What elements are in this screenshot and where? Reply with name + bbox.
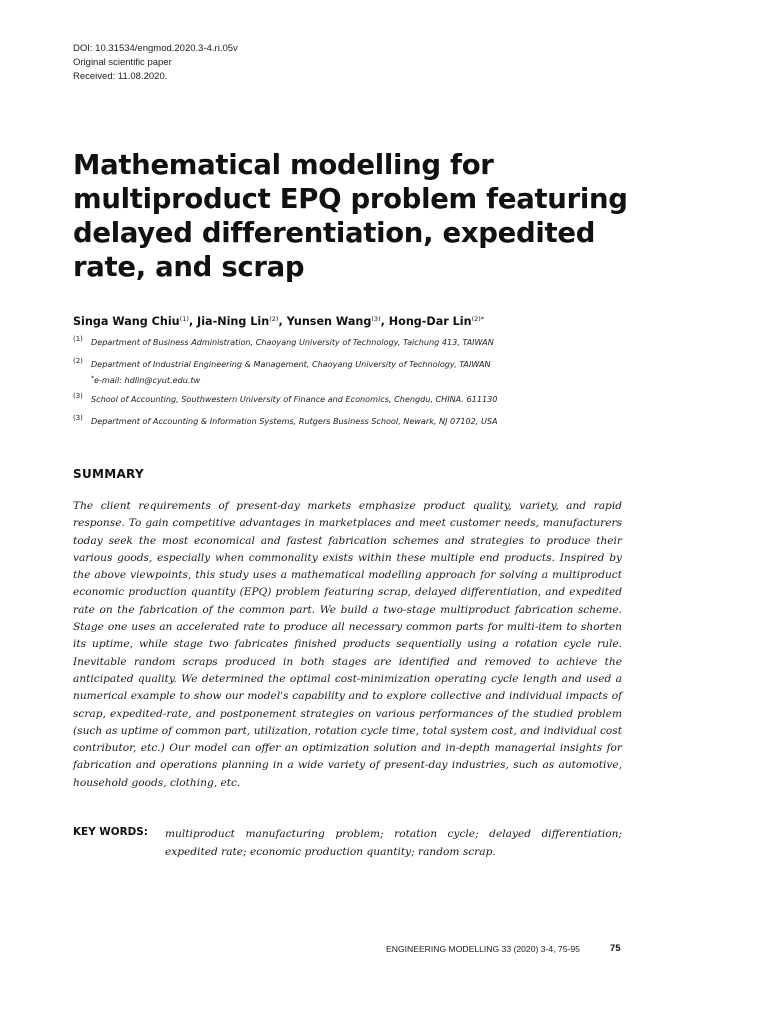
affiliation-item	[73, 393, 633, 405]
affiliation-number: (3)	[73, 414, 83, 422]
author-separator: ,	[188, 315, 198, 328]
author-separator: ,	[278, 315, 287, 328]
author-affiliation-mark: (2)	[269, 315, 279, 323]
corresponding-email	[73, 373, 633, 386]
received-date: Received: 11.08.2020.	[73, 71, 168, 82]
paper-title: Mathematical modelling for multiproduct EPQ problem featuring delayed differentiation, expedited rate, and scrap	[73, 149, 628, 283]
doi: DOI: 10.31534/engmod.2020.3-4.ri.05v	[73, 43, 238, 54]
author-name: Hong-Dar Lin	[388, 315, 472, 328]
author-affiliation-mark: (1)	[179, 315, 189, 323]
author-name: Yunsen Wang	[286, 315, 372, 328]
article-metadata	[73, 42, 238, 84]
affiliation-text: Department of Industrial Engineering & Management, Chaoyang University of Technology, TAIWAN	[91, 359, 491, 369]
affiliation-item	[73, 336, 633, 348]
journal-footer: ENGINEERING MODELLING 33 (2020) 3-4, 75-95	[386, 944, 580, 954]
paper-type: Original scientific paper	[73, 57, 172, 68]
affiliation-text: Department of Business Administration, Chaoyang University of Technology, Taichung 413, TAIWAN	[91, 337, 494, 347]
affiliation-number: (2)	[73, 357, 83, 365]
affiliation-text: Department of Accounting & Information Systems, Rutgers Business School, Newark, NJ 07102, USA	[91, 416, 498, 426]
affiliation-number: (1)	[73, 335, 83, 343]
author-affiliation-mark: (2)*	[471, 315, 485, 323]
corresponding-star: *	[91, 375, 94, 382]
keywords-text: multiproduct manufacturing problem; rotation cycle; delayed differentiation; expedited rate; economic production quantity; random scrap.	[165, 828, 622, 858]
author-affiliation-mark: (3)	[371, 315, 381, 323]
email-text: e-mail: hdlin@cyut.edu.tw	[94, 375, 201, 385]
affiliation-text: School of Accounting, Southwestern University of Finance and Economics, Chengdu, CHINA. 611130	[91, 394, 498, 404]
affiliation-item	[73, 415, 633, 427]
author-separator: ,	[380, 315, 389, 328]
affiliation-item	[73, 358, 633, 370]
summary-heading: SUMMARY	[73, 467, 144, 481]
summary-text: The client requirements of present-day markets emphasize product quality, variety, and rapid response. To gain competitive advantages in marketplaces and meet customer needs, manufacturers today seek the most economical and fastest fabrication schemes and strategies to produce their various goods, especially when commonality exists within these multiple end products. Inspired by the above viewpoints, this study uses a mathematical modelling approach for solving a multiproduct economic production quantity (EPQ) problem featuring scrap, delayed differentiation, and expedited rate on the fabrication of the common part. We build a two-stage multiproduct fabrication scheme. Stage one uses an accelerated rate to produce all necessary common parts for multi-item to shorten its uptime, while stage two fabricates finished products sequentially using a rotation cycle rule. Inevitable random scraps produced in both stages are identified and removed to achieve the anticipated quality. We determined the optimal cost-minimization operating cycle length and used a numerical example to show our model's capability and to explore collective and individual impacts of scrap, expedited-rate, and postponement strategies on various performances of the studied problem (such as uptime of common part, utilization, rotation cycle time, total system cost, and individual cost contributor, etc.) Our model can offer an optimization solution and in-depth managerial insights for fabrication and operations planning in a wide variety of present-day industries, such as automotive, household goods, clothing, etc.	[73, 500, 622, 789]
affiliation-number: (3)	[73, 392, 83, 400]
author-name: Jia-Ning Lin	[197, 315, 270, 328]
page-number: 75	[610, 943, 621, 954]
author-name: Singa Wang Chiu	[73, 315, 180, 328]
affiliation-list	[73, 336, 633, 427]
keywords-label: KEY WORDS:	[73, 826, 148, 838]
author-list	[73, 311, 484, 330]
